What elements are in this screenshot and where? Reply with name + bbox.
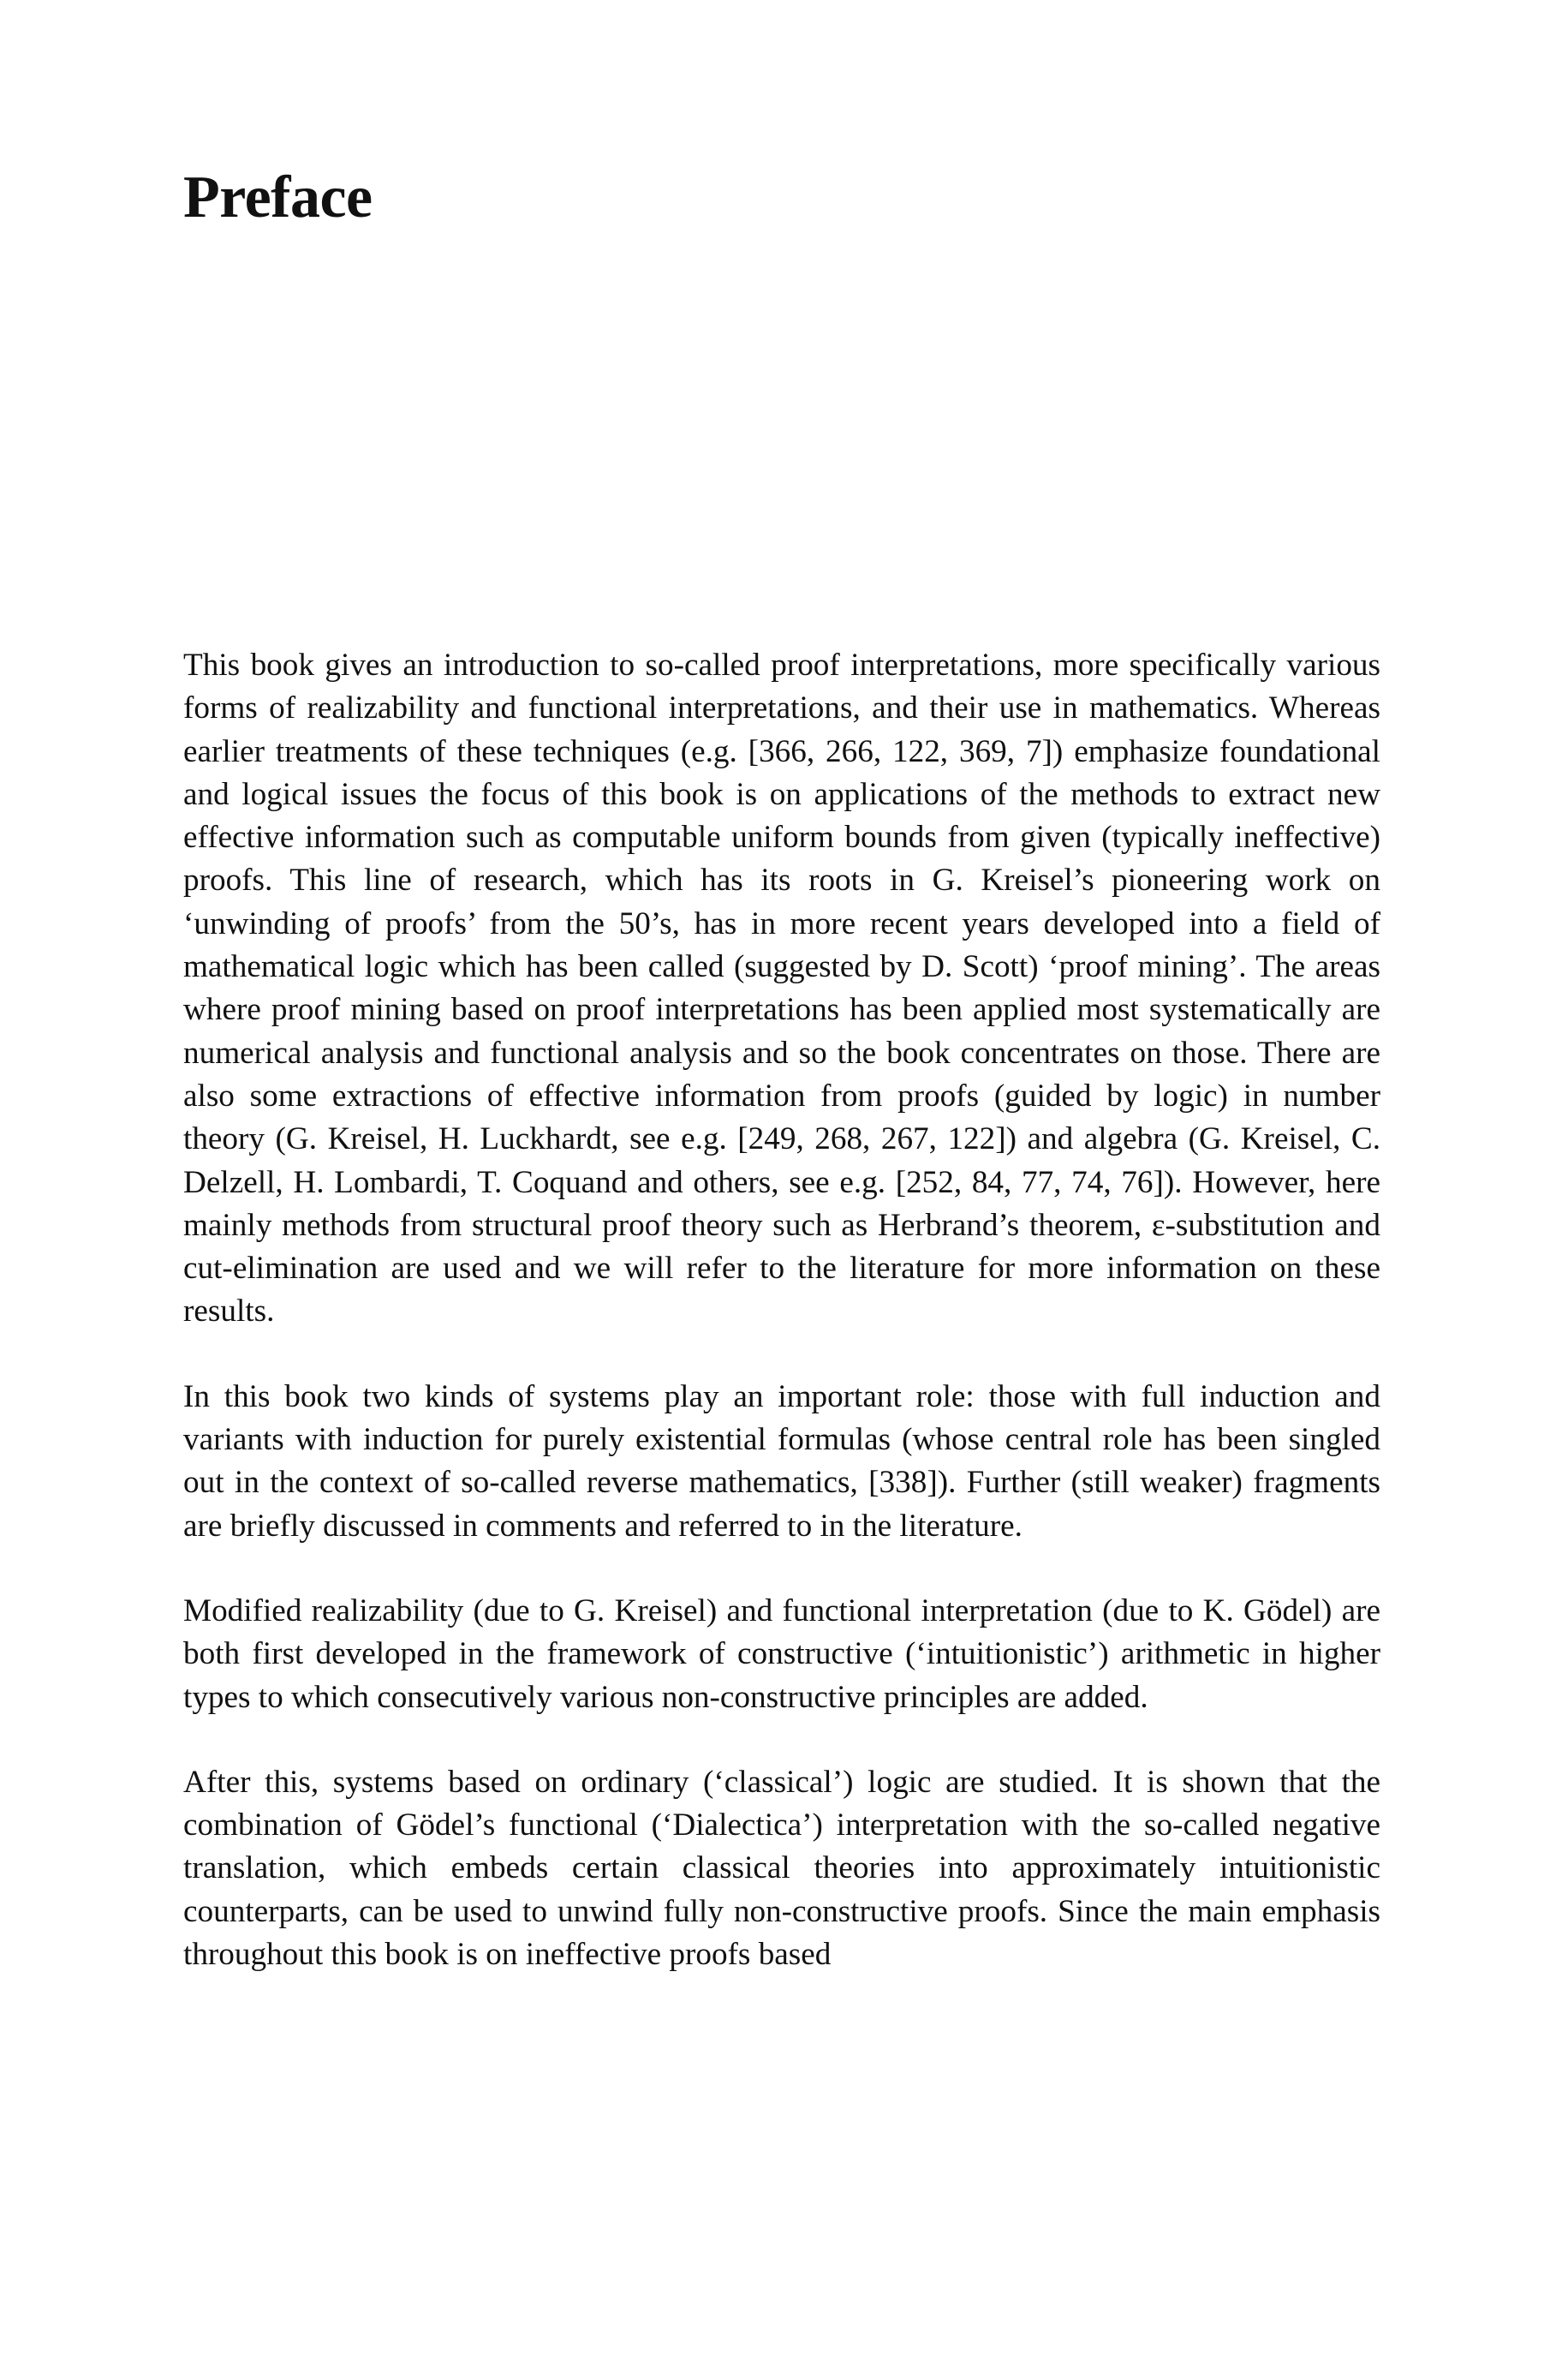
preface-body (183, 644, 1380, 2018)
paragraph-1: This book gives an introduction to so-called proof interpretations, more specifically various forms of realizability and functional interpretations, and their use in mathematics. Whereas earlier treatments of these techniques (e.g. [366, 266, 122, 369, 7]) emphasize foundational and logical issues the focus of this book is on applications of the methods to extract new effective information such as computable uniform bounds from given (typically ineffective) proofs. This line of research, which has its roots in G. Kreisel’s pioneering work on ‘unwinding of proofs’ from the 50’s, has in more recent years developed into a field of mathematical logic which has been called (suggested by D. Scott) ‘proof mining’. The areas where proof mining based on proof interpretations has been applied most systematically are numerical analysis and functional analysis and so the book concentrates on those. There are also some extractions of effective information from proofs (guided by logic) in number theory (G. Kreisel, H. Luckhardt, see e.g. [249, 268, 267, 122]) and algebra (G. Kreisel, C. Delzell, H. Lombardi, T. Coquand and others, see e.g. [252, 84, 77, 74, 76]). However, here mainly methods from structural proof theory such as Herbrand’s theorem, ε-substitution and cut-elimination are used and we will refer to the literature for more information on these results. (183, 648, 1380, 1329)
page-title: Preface (183, 164, 373, 230)
paragraph-4: After this, systems based on ordinary (‘classical’) logic are studied. It is shown that the combination of Gödel’s functional (‘Dialectica’) interpretation with the so-called negative translation, which embeds certain classical theories into approximately intuitionistic counterparts, can be used to unwind fully non-constructive proofs. Since the main emphasis throughout this book is on ineffective proofs based (183, 1764, 1380, 1973)
paragraph-3: Modified realizability (due to G. Kreisel) and functional interpretation (due to K. Gödel) are both first developed in the framework of constructive (‘intuitionistic’) arithmetic in higher types to which consecutively various non-constructive principles are added. (183, 1592, 1380, 1715)
paragraph-2: In this book two kinds of systems play an important role: those with full induction and variants with induction for purely existential formulas (whose central role has been singled out in the context of so-called reverse mathematics, [338]). Further (still weaker) fragments are briefly discussed in comments and referred to in the literature. (183, 1378, 1380, 1544)
